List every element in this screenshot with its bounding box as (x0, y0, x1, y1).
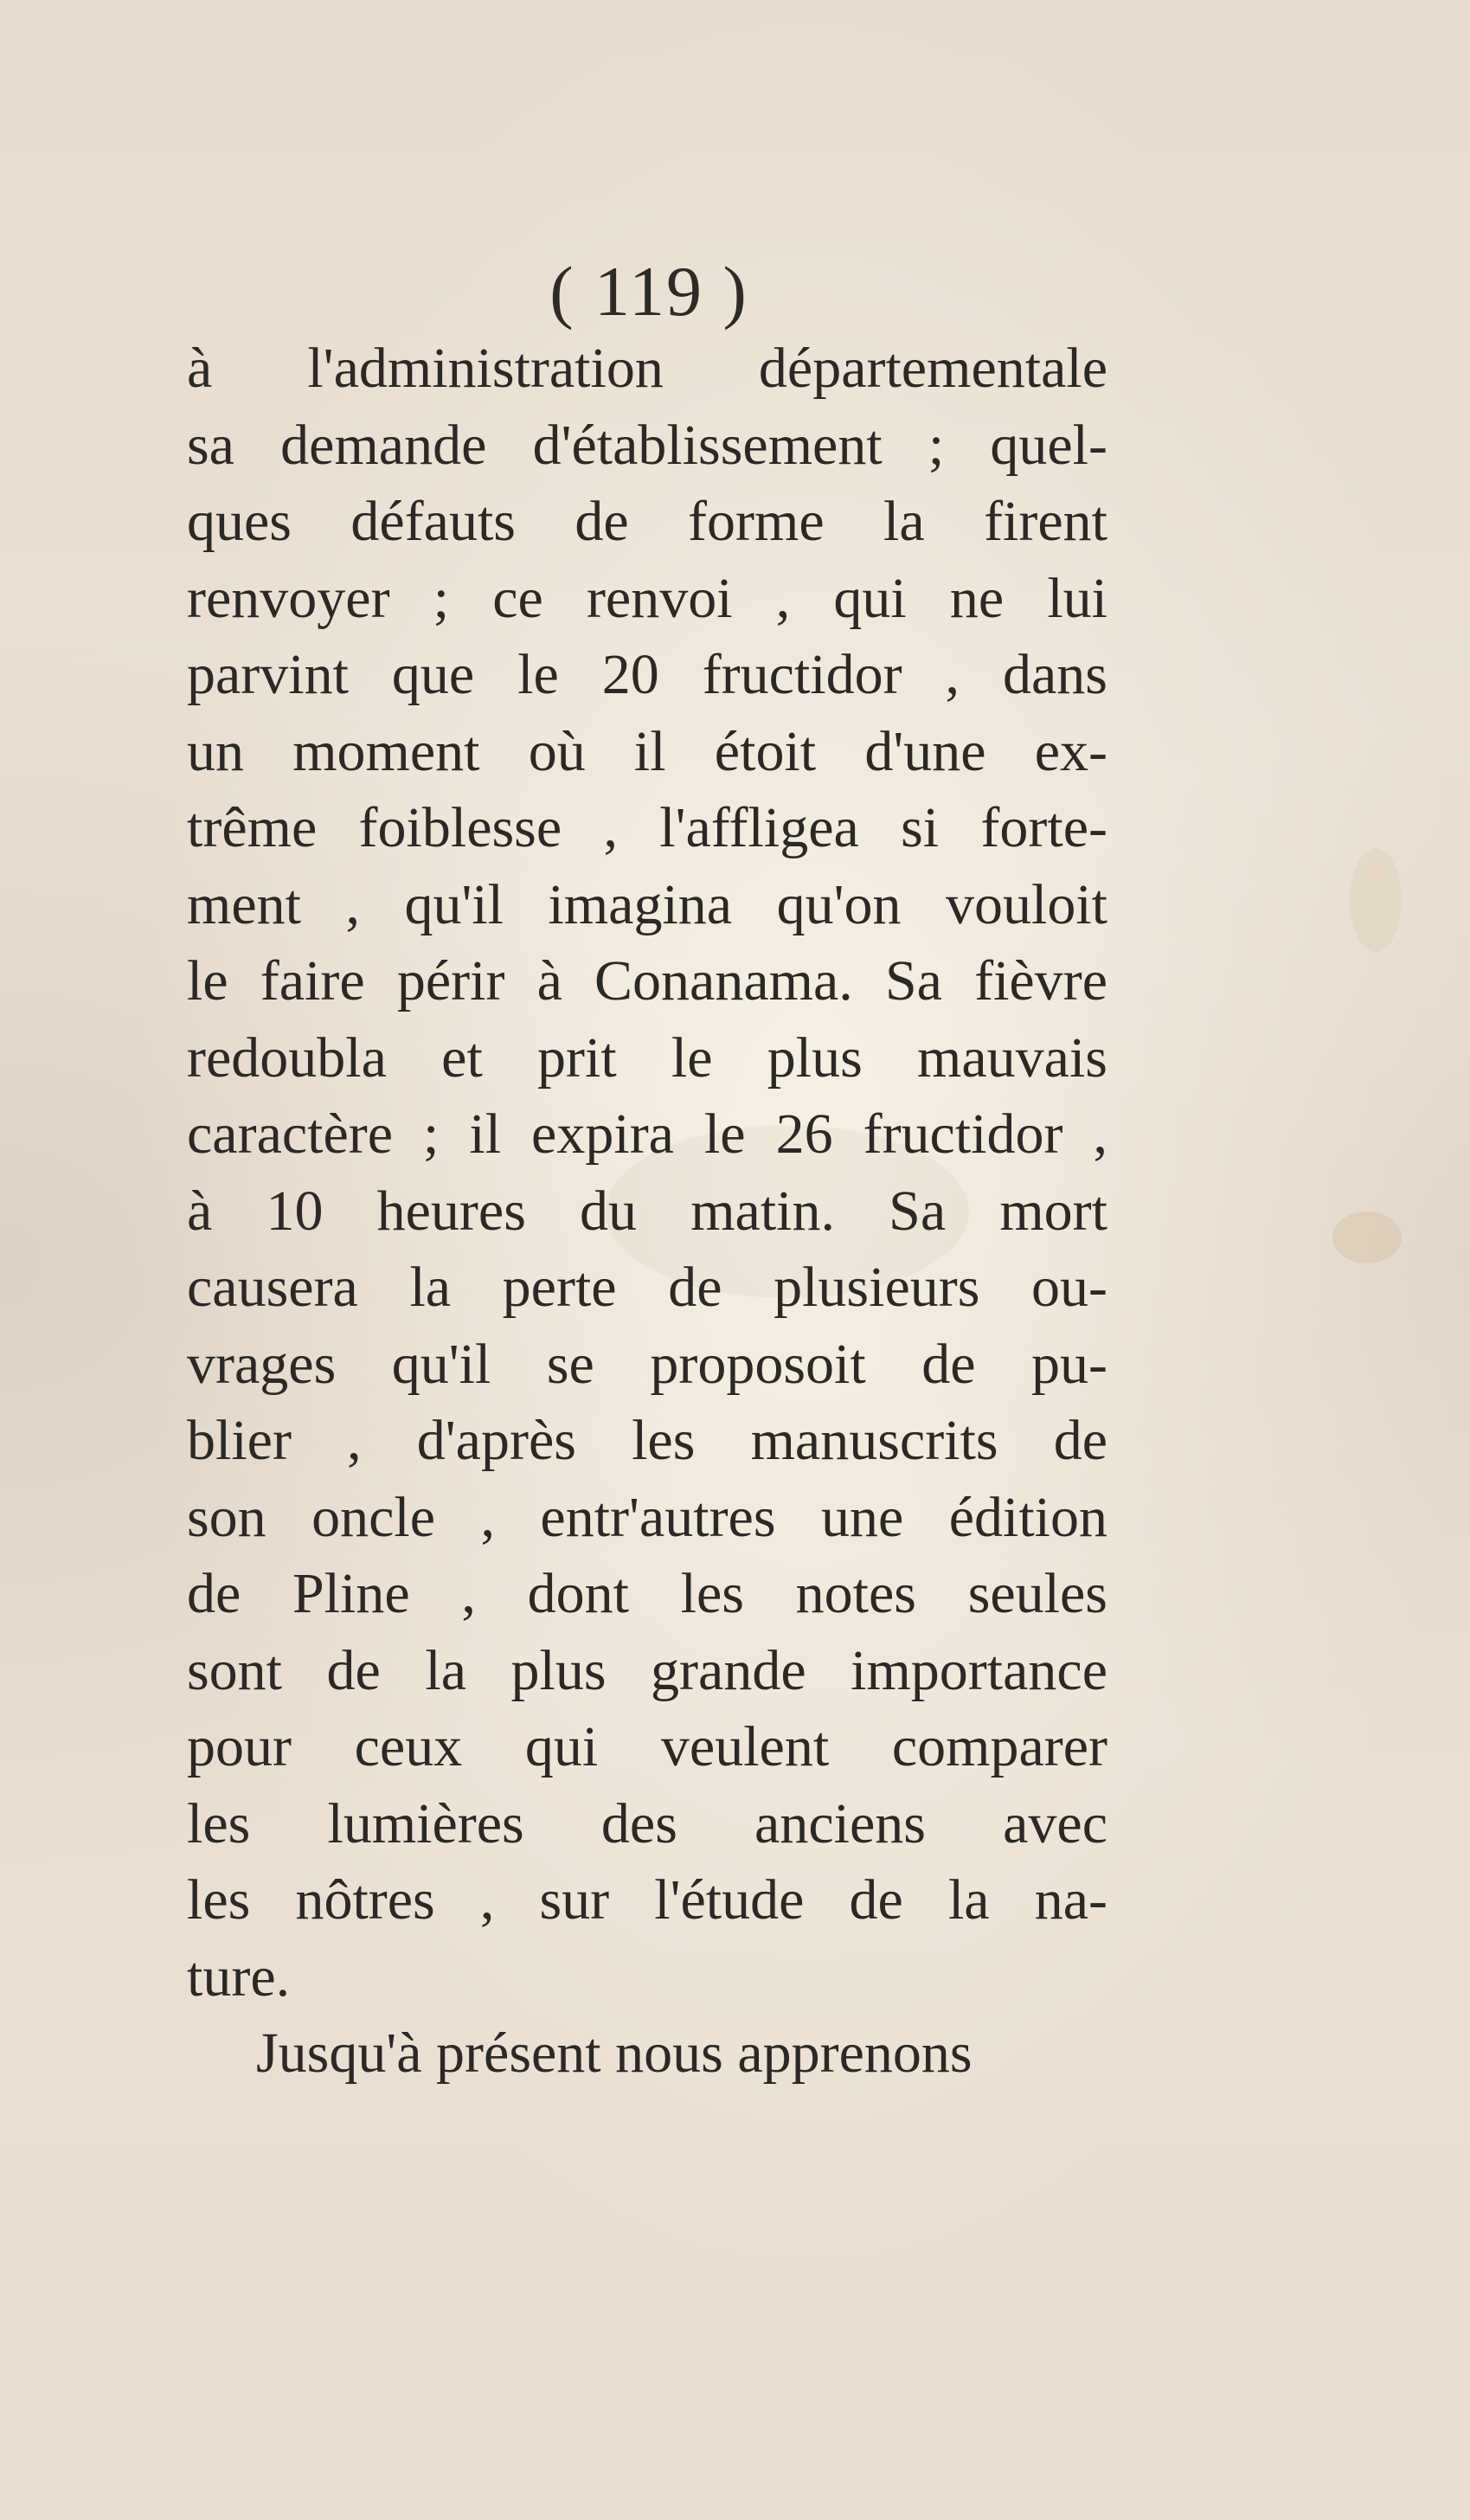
text-line: les lumières des anciens avec (187, 1791, 1107, 1855)
text-line: ture. (187, 1945, 291, 2009)
foxing-stain (1350, 848, 1402, 952)
text-line: parvint que le 20 fructidor , dans (187, 643, 1107, 706)
text-line: caractère ; il expira le 26 fructidor , (187, 1102, 1107, 1166)
text-line: les nôtres , sur l'étude de la na- (187, 1868, 1107, 1932)
text-line: renvoyer ; ce renvoi , qui ne lui (187, 566, 1107, 630)
text-line: redoubla et prit le plus mauvais (187, 1025, 1107, 1090)
text-line: ques défauts de forme la firent (187, 490, 1107, 553)
page-number: ( 119 ) (549, 252, 748, 331)
text-line: Jusqu'à présent nous apprenons (256, 2022, 973, 2085)
text-line: causera la perte de plusieurs ou- (187, 1256, 1107, 1319)
text-line: ment , qu'il imagina qu'on vouloit (187, 872, 1107, 936)
foxing-stain (1332, 1212, 1402, 1263)
text-line: trême foiblesse , l'affligea si forte- (187, 796, 1107, 859)
text-line: vrages qu'il se proposoit de pu- (187, 1332, 1107, 1396)
text-line: à l'administration départementale (187, 337, 1107, 400)
text-line: sa demande d'établissement ; quel- (187, 413, 1107, 477)
text-line: sont de la plus grande importance (187, 1638, 1107, 1702)
text-line: à 10 heures du matin. Sa mort (187, 1179, 1107, 1243)
text-line: blier , d'après les manuscrits de (187, 1409, 1107, 1472)
text-line: de Pline , dont les notes seules (187, 1562, 1107, 1625)
text-line: un moment où il étoit d'une ex- (187, 719, 1107, 783)
text-line: pour ceux qui veulent comparer (187, 1715, 1107, 1778)
page-text (187, 331, 1107, 2092)
text-line: son oncle , entr'autres une édition (187, 1485, 1107, 1549)
text-line: le faire périr à Conanama. Sa fièvre (187, 949, 1107, 1012)
